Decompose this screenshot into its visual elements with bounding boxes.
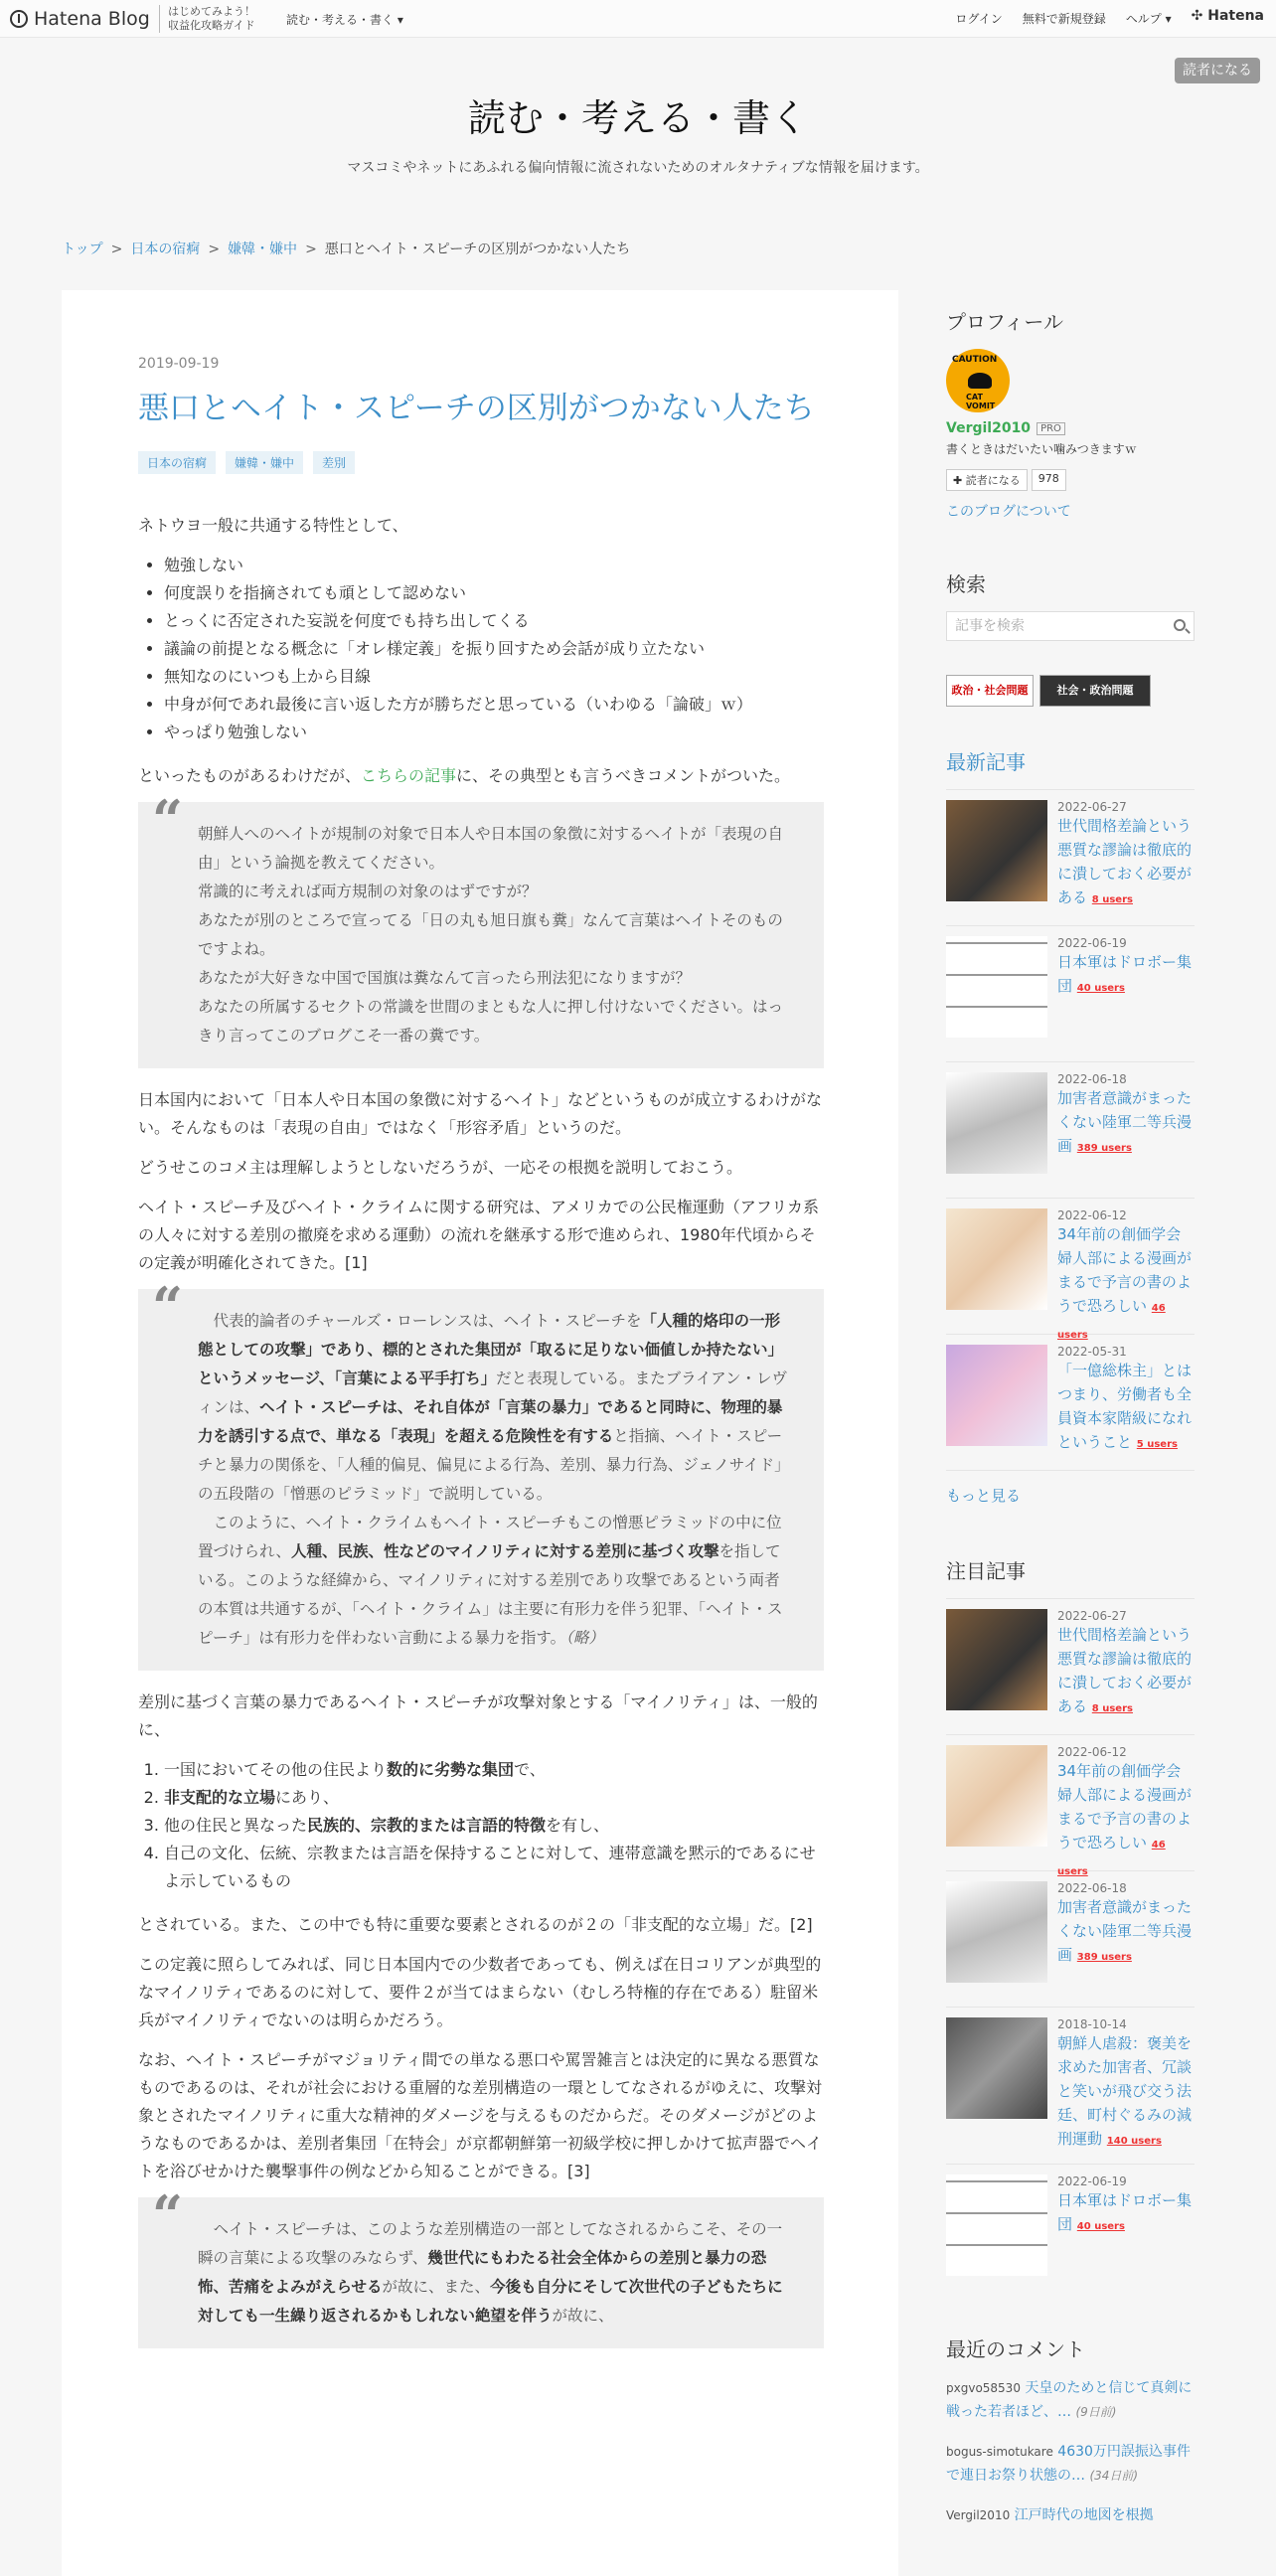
quote-icon: “ [152,2183,184,2247]
entry-title-text: 34年前の創価学会婦人部による漫画がまるで予言の書のようで恐ろしい [1057,1225,1193,1315]
text: ヘイト・スピーチは、このような差別構造の一部としてなされるからこそ、その一瞬の言葉による攻撃のみならず、 [198,2220,783,2267]
monetize-guide-link[interactable] [159,5,255,33]
recent-heading: 最新記事 [946,750,1026,774]
text: が故に、また、 [382,2278,491,2296]
reader-count[interactable]: 978 [1032,469,1066,491]
bold-text: 民族的、宗教的または言語的特徴 [307,1816,547,1835]
comment-date: (9日前) [1075,2405,1117,2419]
entry-title[interactable] [1057,1086,1195,1161]
featured-entry[interactable] [946,1598,1195,1734]
entry-thumbnail[interactable] [946,1881,1047,1983]
text: と指摘、ヘイト・スピーチと暴力の関係を、「人種的偏見、偏見による行為、差別、暴力行為、ジェノサイド」の五段階の「憎悪のピラミッド」で説明している。 [198,1427,790,1503]
bookmark-users[interactable]: 46 users [1057,1840,1166,1877]
list-item: • 中身が何であれ最後に言い返した方が勝ちだと思っている（いわゆる「論破」ｗ） [164,691,824,719]
entry-title[interactable] [1057,1895,1195,1970]
entry-date: 2022-05-31 [1057,1345,1127,1359]
breadcrumb-category-2[interactable]: 嫌韓・嫌中 [228,242,298,257]
paragraph: この定義に照らしてみれば、同じ日本国内での少数者であっても、例えば在日コリアンが典型的なマイノリティであるのに対して、要件２が当てはまらない（むしろ特権的存在である）駐留米兵がマイノリティでないのは明らかだろう。 [138,1955,822,2029]
entry-thumbnail[interactable] [946,1745,1047,1847]
text: 一国においてその他の住民より [164,1760,388,1779]
guide-line1: はじめてみよう！ [168,5,255,18]
main-content [62,290,898,2576]
list-item [164,1784,824,1812]
paragraph: とされている。また、この中でも特に重要な要素とされるのが２の「非支配的な立場」だ。[2] [138,1915,813,1934]
entry-thumbnail[interactable] [946,2017,1047,2119]
entry-thumbnail[interactable] [946,800,1047,901]
top-bar [0,0,1276,38]
avatar-text: CAUTION [952,355,998,365]
paragraph: なお、ヘイト・スピーチがマジョリティ間での単なる悪口や罵詈雑言とは決定的に異なる悪質なものであるのは、それが社会における重層的な差別構造の一環としてなされるがゆえに、攻撃対象とされたマイノリティに重大な精神的ダメージを与えるものだからだ。そのダメージがどのようなものであるかは、差別者集団「在特会」が京都朝鮮第一初級学校に押しかけて拡声器でヘイトを浴びせかけた襲撃事件の例などから知ることができる。[3] [138,2050,823,2180]
category-tag[interactable]: 日本の宿痾 [138,451,216,474]
avatar-text: CAT VOMIT [966,393,996,410]
breadcrumb-current: 悪口とヘイト・スピーチの区別がつかない人たち [324,242,631,257]
profile-module [946,306,1195,521]
featured-entries-module [946,1555,1195,2300]
entry-thumbnail[interactable] [946,1072,1047,1174]
bold-text: 今後も自分にそして次世代の子どもたちに対しても一生繰り返されるかもしれない絶望を伴う [198,2278,783,2325]
breadcrumb-category-1[interactable]: 日本の宿痾 [130,242,201,257]
article [138,356,824,2366]
ranking-banners [946,675,1195,707]
search-icon[interactable] [1174,619,1186,631]
entry-thumbnail[interactable] [946,1345,1047,1446]
list-item [164,1756,824,1784]
text: 代表的論者のチャールズ・ローレンスは、ヘイト・スピーチを [198,1312,642,1330]
bold-text: 数的に劣勢な集団 [387,1760,515,1779]
paragraph: 差別に基づく言葉の暴力であるヘイト・スピーチが攻撃対象とする「マイノリティ」は、一般的に、 [138,1692,818,1739]
hatena-logo-icon [10,10,28,28]
text: を指している。このような経緯から、マイノリティに対する差別であり攻撃であるという両者の本質は共通するが、「ヘイト・クライム」は主要に有形力を伴う犯罪、「ヘイト・スピーチ」は有形力を伴わない言動による暴力を指す。 [198,1542,783,1647]
text: で、 [514,1760,546,1779]
login-link[interactable]: ログイン [955,12,1003,26]
ranking-banner-politics[interactable]: 政治・社会問題 [946,675,1034,707]
paragraph [138,762,824,790]
bold-text: 非支配的な立場 [164,1788,276,1807]
paragraph: ヘイト・スピーチ及びヘイト・クライムに関する研究は、アメリカでの公民権運動（アフリカ系の人々に対する差別の撤廃を求める運動）の流れを継承する形で進められ、1980年代頃からその定義が明確化されてきた。[1] [138,1198,819,1272]
comment-link[interactable]: 天皇のためと信じて真剣に戦った若者ほど、… [946,2380,1193,2420]
bold-text: 人種、民族、性などのマイノリティに対する差別に基づく攻撃 [290,1542,719,1560]
entry-date: 2018-10-14 [1057,2017,1127,2031]
recent-comments-module [946,2334,1195,2527]
recent-entry[interactable] [946,1061,1195,1198]
comment-user[interactable]: bogus-simotukare [946,2445,1053,2459]
paragraph: どうせこのコメ主は理解しようとしないだろうが、一応その根拠を説明しておこう。 [138,1158,743,1177]
featured-entry[interactable] [946,2007,1195,2164]
list-item: • 議論の前提となる概念に「オレ様定義」を振り回すため会話が成り立たない [164,635,824,663]
list-item: • 無知なのにいつも上から目線 [164,663,824,691]
comments-heading: 最近のコメント [946,2337,1085,2361]
featured-entry[interactable] [946,1870,1195,2007]
article-body [138,512,824,2348]
quote-text [198,2215,794,2331]
recent-entry[interactable] [946,789,1195,925]
breadcrumb: トップ > 日本の宿痾 > 嫌韓・嫌中 > 悪口とヘイト・スピーチの区別がつかない人たち [62,242,631,257]
bookmark-users[interactable]: 40 users [1076,983,1125,994]
list-item: • とっくに否定された妄説を何度でも持ち出してくる [164,607,824,635]
blockquote-damage [138,2183,824,2348]
logo-text: Hatena Blog [34,8,150,30]
about-link[interactable]: このブログについて [946,504,1071,520]
minority-list [164,1756,824,1895]
entry-title-text: 34年前の創価学会婦人部による漫画がまるで予言の書のようで恐ろしい [1057,1762,1193,1852]
comment-date: (34日前) [1089,2469,1139,2483]
entry-title-text: 日本軍はドロボー集団 [1057,953,1193,995]
bold-text: 幾世代にもわたる社会全体からの差別と暴力の恐怖、苦痛をよみがえらせる [198,2249,767,2296]
entry-thumbnail[interactable] [946,1609,1047,1710]
entry-title-text: 加害者意識がまったくない陸軍二等兵漫画 [1057,1089,1193,1155]
username-link[interactable]: Vergil2010 [946,420,1032,436]
article-date[interactable]: 2019-09-19 [138,356,220,372]
comment-user[interactable]: Vergil2010 [946,2508,1011,2522]
featured-entry[interactable] [946,2164,1195,2300]
text: だと表現している。またブライアン・レヴィンは、 [198,1369,788,1416]
featured-heading: 注目記事 [946,1559,1026,1583]
sidebar [946,290,1195,2543]
cat-icon [968,373,992,389]
quote-text [198,1509,794,1653]
bookmark-users[interactable]: 8 users [1091,894,1133,905]
entry-title-text: 「一億総株主」とはつまり、労働者も全員資本家階級になれということ [1057,1362,1193,1451]
bookmark-users[interactable]: 140 users [1106,2136,1162,2147]
comment-link[interactable]: 江戸時代の地図を根拠 [1014,2507,1154,2523]
entry-title[interactable] [1057,814,1195,912]
text: にあり、 [275,1788,340,1807]
entry-title[interactable] [1057,2188,1195,2239]
bold-text: ヘイト・スピーチは、それ自体が「言葉の暴力」であると同時に、物理的暴力を誘引する点で、単なる「表現」を超える危険性を有する [198,1398,783,1445]
article-link[interactable]: こちらの記事 [361,766,457,785]
comment-item [946,2440,1195,2488]
entry-thumbnail[interactable] [946,936,1047,1038]
top-nav [955,10,1264,27]
entry-date: 2022-06-12 [1057,1208,1127,1222]
bookmark-users[interactable]: 8 users [1091,1703,1133,1714]
search-input[interactable] [946,611,1195,641]
entry-thumbnail[interactable] [946,1208,1047,1310]
comment-link[interactable]: 4630万円誤振込事件で連日お祭り状態の… [946,2444,1191,2484]
blog-title[interactable]: 読む・考える・書く [467,96,808,140]
list-item [164,1812,824,1840]
recent-entry[interactable] [946,1198,1195,1341]
italic-text: （略） [565,1629,604,1647]
entry-title-text: 世代間格差論という悪質な謬論は徹底的に潰しておく必要がある [1057,817,1193,906]
text: に、その典型とも言うべきコメントがついた。 [456,766,791,785]
article-title[interactable]: 悪口とヘイト・スピーチの区別がつかない人たち [138,391,815,426]
paragraph: 日本国内において「日本人や日本国の象徴に対するヘイト」などというものが成立するわけがない。そんなものは「表現の自由」ではなく「形容矛盾」というのだ。 [138,1090,823,1137]
entry-thumbnail[interactable] [946,2174,1047,2276]
entry-title-text: 日本軍はドロボー集団 [1057,2191,1193,2233]
search-module [946,568,1195,641]
paragraph: ネトウヨ一般に共通する特性として、 [138,516,408,535]
quote-icon: “ [152,1275,184,1339]
ranking-banner-society[interactable]: 社会・政治問題 [1039,675,1151,707]
recent-entries-module [946,746,1195,1520]
bookmark-users[interactable]: 40 users [1076,2221,1125,2232]
breadcrumb-top[interactable]: トップ [62,242,103,257]
entry-title-text: 朝鮮人虐殺：褒美を求めた加害者、冗談と笑いが飛び交う法廷、町村ぐるみの減刑運動 [1057,2034,1193,2148]
profile-name [946,420,1195,436]
quote-line: 朝鮮人へのヘイトが規制の対象で日本人や日本国の象徴に対するヘイトが「表現の自由」という論拠を教えてください。 [198,825,784,872]
bookmark-users[interactable]: 5 users [1136,1439,1178,1450]
quote-icon: “ [152,788,184,852]
pro-badge[interactable]: PRO [1037,422,1065,435]
bookmark-users[interactable]: 46 users [1057,1303,1166,1341]
blockquote-definition [138,1275,824,1671]
quote-line: あなたが別のところで宣ってる「日の丸も旭日旗も糞」なんて言葉はヘイトそのものですよね。 [198,911,783,958]
profile-heading: プロフィール [946,310,1063,334]
recent-entry[interactable] [946,1334,1195,1470]
entry-date: 2022-06-18 [1057,1881,1127,1895]
hatena-brand-link[interactable]: ✣ Hatena [1191,8,1264,24]
list-item: • 何度誤りを指摘されても頑として認めない [164,579,824,607]
category-tag[interactable]: 嫌韓・嫌中 [226,451,303,474]
hatena-blog-logo[interactable] [10,8,150,30]
text: このように、ヘイト・クライムもヘイト・スピーチもこの憎悪ピラミッドの中に位置づけられ、 [198,1514,782,1560]
quote-line: あなたの所属するセクトの常識を世間のまともな人に押し付けないでください。はっきり言ってこのブログこそ一番の糞です。 [198,998,784,1045]
entry-date: 2022-06-19 [1057,2174,1127,2188]
list-item: • やっぱり勉強しない [164,719,824,746]
article-categories [138,451,824,474]
list-item: 4. 自己の文化、伝統、宗教または言語を保持することに対して、連帯意識を黙示的であるにせよ示しているもの [164,1840,824,1895]
more-link[interactable]: もっと見る [946,1470,1195,1520]
entry-title[interactable] [1057,1623,1195,1721]
recent-entry[interactable] [946,925,1195,1061]
help-menu[interactable]: ヘルプ ▾ [1125,12,1172,26]
search-placeholder: 記事を検索 [955,618,1025,634]
entry-date: 2022-06-18 [1057,1072,1127,1086]
bookmark-users[interactable]: 389 users [1076,1143,1132,1154]
comment-user[interactable]: pxgvo58530 [946,2381,1021,2395]
blog-description: マスコミやネットにあふれる偏向情報に流されないためのオルタナティブな情報を届けます。 [347,160,929,176]
traits-list [164,552,824,746]
reader-subscribe [946,469,1195,491]
featured-entry[interactable] [946,1734,1195,1877]
bookmark-users[interactable]: 389 users [1076,1952,1132,1963]
entry-title[interactable] [1057,950,1195,1001]
entry-date: 2022-06-12 [1057,1745,1127,1759]
entry-title[interactable] [1057,1759,1195,1884]
entry-title-text: 加害者意識がまったくない陸軍二等兵漫画 [1057,1898,1193,1964]
quote-line: あなたが大好きな中国で国旗は糞なんて言ったら刑法犯になりますが？ [198,969,692,987]
entry-title-text: 世代間格差論という悪質な謬論は徹底的に潰しておく必要がある [1057,1626,1193,1715]
avatar[interactable] [946,349,1010,412]
search-heading: 検索 [946,572,986,596]
comment-item [946,2503,1195,2527]
entry-title[interactable] [1057,1222,1195,1348]
entry-title[interactable] [1057,2031,1195,2154]
blockquote-comment [138,788,824,1068]
text: を有し、 [546,1816,610,1835]
comment-item [946,2376,1195,2424]
quote-text [198,1307,794,1509]
subscribe-button[interactable]: 読者になる [1175,58,1260,83]
entry-date: 2022-06-27 [1057,1609,1127,1623]
list-item: • 勉強しない [164,552,824,579]
category-tag[interactable]: 差別 [313,451,355,474]
profile-bio: 書くときはだいたい噛みつきますｗ [946,442,1137,456]
blog-switcher[interactable]: 読む・考える・書く ▾ [286,13,403,27]
entry-title[interactable] [1057,1359,1195,1457]
entry-date: 2022-06-19 [1057,936,1127,950]
bold-text: 「人種的烙印の一形態としての攻撃」であり、標的とされた集団が「取るに足りない価値しか持たない」というメッセージ、「言葉による平手打ち」 [198,1312,784,1387]
signup-link[interactable]: 無料で新規登録 [1022,12,1106,26]
text: が故に、 [552,2307,614,2325]
guide-line2: 収益化攻略ガイド [168,19,255,32]
reader-button[interactable]: ✚ 読者になる [946,469,1028,491]
text: といったものがあるわけだが、 [138,766,362,785]
quote-line: 常識的に考えれば両方規制の対象のはずですが？ [198,883,538,900]
text: 他の住民と異なった [164,1816,308,1835]
entry-date: 2022-06-27 [1057,800,1127,814]
